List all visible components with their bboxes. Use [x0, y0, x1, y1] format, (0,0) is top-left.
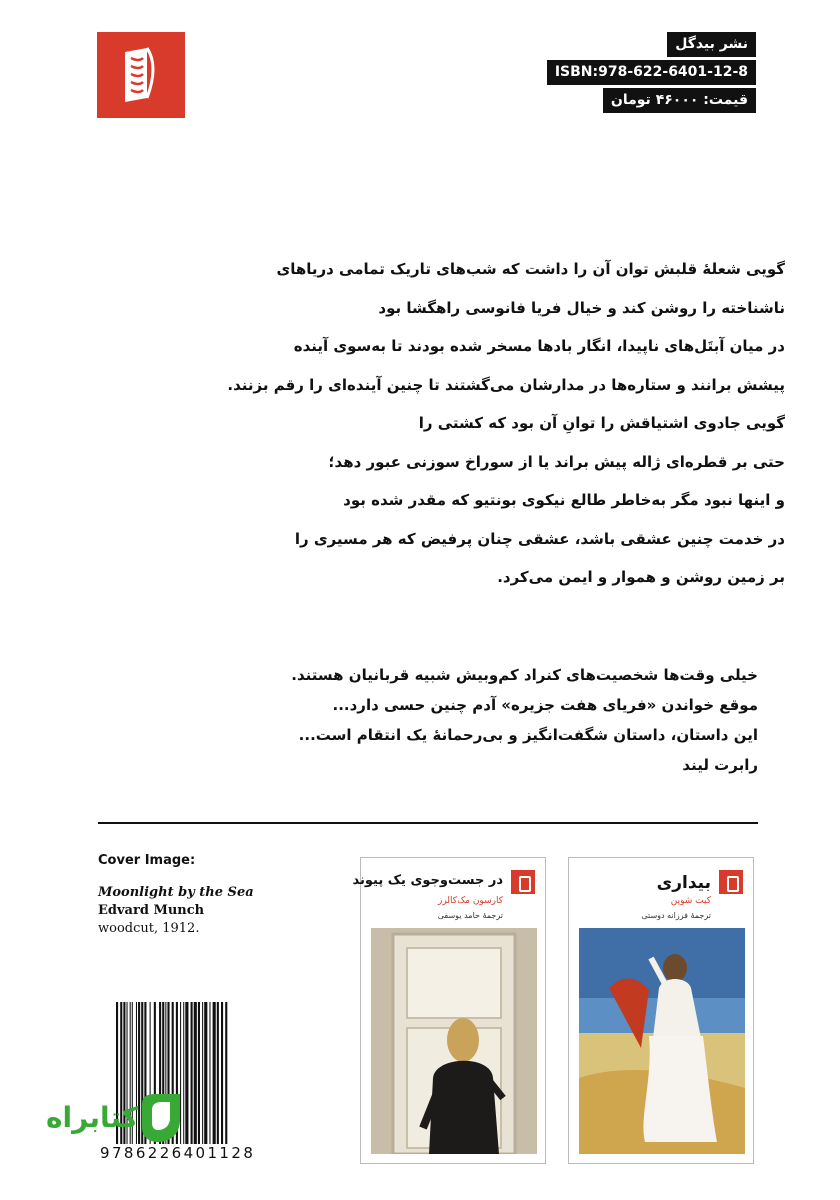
barcode-bar [204, 1002, 207, 1144]
book-info-box [544, 32, 756, 113]
related-book-cover-image [371, 928, 537, 1154]
quote-line: خیلی وقت‌ها شخصیت‌های کنراد کم‌وبیش شبیه قربانیان هستند. [291, 666, 758, 684]
related-book-title: بیداری [656, 873, 711, 893]
publisher-logo [97, 32, 185, 118]
excerpt-line: بر زمین روشن و هموار و ایمن می‌کرد. [497, 568, 785, 586]
store-name: کتابراه [46, 1100, 139, 1134]
related-book-card [568, 857, 754, 1164]
publisher-mini-logo [511, 870, 535, 894]
related-book-translator: ترجمهٔ فرزانه دوستی [641, 911, 711, 920]
publisher-mini-logo [719, 870, 743, 894]
store-logo-icon [138, 1090, 184, 1144]
barcode-bar [202, 1002, 203, 1144]
excerpt-line: گویی جادوی اشتیاقش را توانِ آن بود که کشتی را [418, 414, 785, 432]
related-book-title: در جست‌وجوی یک پیوند [352, 873, 503, 888]
excerpt-line: پیشش برانند و ستاره‌ها در مدارشان می‌گشتند تا چنین آینده‌ای را رقم بزنند. [227, 375, 785, 394]
excerpt-line: در خدمت چنین عشقی باشد، عشقی چنان پرفیض که هر مسیری را [294, 529, 785, 548]
barcode-bar [217, 1002, 219, 1144]
blurb-excerpt [205, 250, 785, 597]
quote-line: این داستان، داستان شگفت‌انگیز و بی‌رحمانهٔ یک انتقام است... [298, 726, 758, 744]
quote-author: رابرت لیند [682, 756, 758, 774]
barcode-bar [191, 1002, 193, 1144]
section-divider [98, 822, 758, 824]
price-label: قیمت: ۴۶۰۰۰ تومان [600, 88, 756, 113]
related-book-translator: ترجمهٔ حامد یوسفی [437, 911, 503, 920]
related-book-author: کارسون مک‌کالرز [438, 896, 503, 906]
excerpt-line: در میان آبتَل‌های ناپیدا، انگار بادها مسخر شده بودند تا به‌سوی آینده [293, 337, 785, 355]
excerpt-line: ناشناخته را روشن کند و خیال فریا فانوسی راهگشا بود [378, 298, 785, 317]
publisher-name: نشر بیدگل [664, 32, 756, 57]
barcode-bar [221, 1002, 223, 1144]
barcode-bar [209, 1002, 210, 1144]
artwork-artist: Edvard Munch [98, 903, 205, 918]
cover-image-credit [98, 852, 254, 938]
excerpt-line: حتی بر قطره‌ای ژاله پیش براند یا از سوراخ سوزنی عبور دهد؛ [328, 452, 785, 471]
barcode-bar [198, 1002, 200, 1144]
barcode-digits: 9786226401128 [100, 1144, 256, 1162]
artwork-title: Moonlight by the Sea [98, 885, 254, 900]
publisher-logo-mark [97, 32, 185, 118]
excerpt-line: و اینها نبود مگر به‌خاطر طالع نیکوی بونتیو که مقدر شده بود [343, 491, 785, 509]
store-watermark [42, 1090, 184, 1144]
artwork-medium: woodcut, 1912. [98, 921, 200, 936]
excerpt-line: گویی شعلهٔ قلبش توان آن را داشت که شب‌های تاریک تمامی دریاهای [276, 260, 785, 278]
barcode-bar [213, 1002, 216, 1144]
related-book-cover-image [579, 928, 745, 1154]
related-book-author: کیت شوپن [670, 896, 711, 906]
quote-line: موقع خواندن «فریای هفت جزیره» آدم چنین حسی دارد... [332, 696, 758, 714]
barcode-bar [225, 1002, 227, 1144]
related-book-card [352, 857, 546, 1164]
review-quote [98, 660, 758, 780]
cover-image-label: Cover Image: [98, 853, 196, 868]
isbn-label: ISBN:978-622-6401-12-8 [544, 60, 756, 85]
barcode-bar [194, 1002, 197, 1144]
barcode-bar [185, 1002, 188, 1144]
